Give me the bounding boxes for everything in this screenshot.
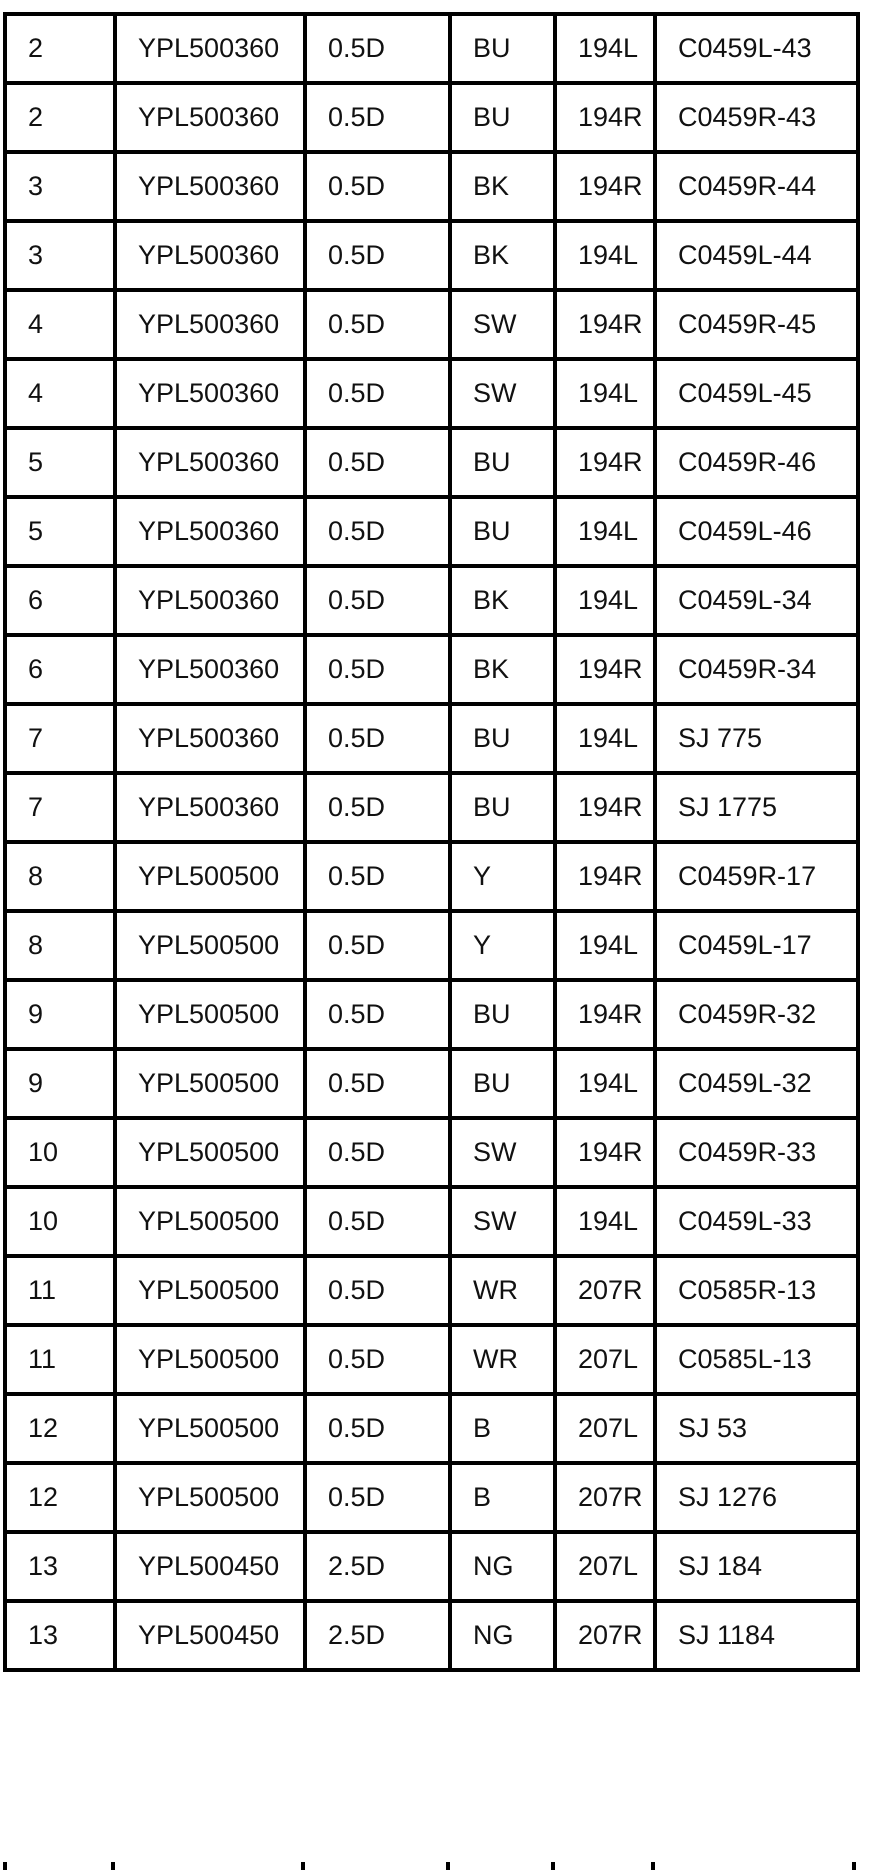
- cell-position: 194L: [555, 1049, 655, 1118]
- cell-size: 0.5D: [305, 497, 450, 566]
- cell-index: 13: [5, 1601, 115, 1670]
- cell-reference: C0459R-34: [655, 635, 858, 704]
- cell-color: BU: [450, 704, 555, 773]
- table-border-line: [111, 1862, 115, 1870]
- cell-color: NG: [450, 1532, 555, 1601]
- cell-part-number: YPL500360: [115, 152, 305, 221]
- table-row: [5, 1118, 858, 1187]
- cell-position: 194R: [555, 83, 655, 152]
- cell-part-number: YPL500360: [115, 566, 305, 635]
- table-row: [5, 221, 858, 290]
- cell-color: B: [450, 1394, 555, 1463]
- cell-index: 12: [5, 1394, 115, 1463]
- cell-size: 0.5D: [305, 290, 450, 359]
- cell-part-number: YPL500360: [115, 773, 305, 842]
- cell-position: 207R: [555, 1256, 655, 1325]
- cell-size: 0.5D: [305, 1256, 450, 1325]
- cell-color: WR: [450, 1256, 555, 1325]
- cell-index: 5: [5, 497, 115, 566]
- cell-reference: C0459L-34: [655, 566, 858, 635]
- cell-index: 4: [5, 359, 115, 428]
- table-row: [5, 842, 858, 911]
- cell-size: 0.5D: [305, 980, 450, 1049]
- cell-size: 0.5D: [305, 1187, 450, 1256]
- wire-table-container: [3, 12, 856, 1672]
- cell-part-number: YPL500500: [115, 911, 305, 980]
- cell-part-number: YPL500500: [115, 1394, 305, 1463]
- cell-color: BU: [450, 1049, 555, 1118]
- cell-reference: C0459L-44: [655, 221, 858, 290]
- cell-color: NG: [450, 1601, 555, 1670]
- cell-index: 12: [5, 1463, 115, 1532]
- cell-index: 5: [5, 428, 115, 497]
- cell-part-number: YPL500360: [115, 497, 305, 566]
- cell-color: BU: [450, 980, 555, 1049]
- cell-position: 194L: [555, 1187, 655, 1256]
- cell-size: 2.5D: [305, 1601, 450, 1670]
- cell-index: 9: [5, 1049, 115, 1118]
- cell-color: BK: [450, 635, 555, 704]
- cell-reference: SJ 1184: [655, 1601, 858, 1670]
- cell-reference: C0585L-13: [655, 1325, 858, 1394]
- table-border-line: [3, 1862, 7, 1870]
- cell-position: 207R: [555, 1601, 655, 1670]
- cell-position: 194R: [555, 152, 655, 221]
- cell-position: 194R: [555, 1118, 655, 1187]
- cell-position: 194L: [555, 911, 655, 980]
- cell-position: 194R: [555, 290, 655, 359]
- table-row: [5, 1601, 858, 1670]
- cell-part-number: YPL500500: [115, 1187, 305, 1256]
- cell-index: 7: [5, 704, 115, 773]
- cell-color: SW: [450, 1187, 555, 1256]
- cell-position: 194L: [555, 221, 655, 290]
- cell-reference: C0459R-44: [655, 152, 858, 221]
- cell-index: 2: [5, 14, 115, 83]
- cell-size: 0.5D: [305, 842, 450, 911]
- cell-index: 2: [5, 83, 115, 152]
- cell-part-number: YPL500500: [115, 1256, 305, 1325]
- cell-color: BU: [450, 773, 555, 842]
- cell-size: 0.5D: [305, 152, 450, 221]
- table-body: [5, 14, 858, 1670]
- cell-color: SW: [450, 359, 555, 428]
- cell-size: 0.5D: [305, 1394, 450, 1463]
- table-row: [5, 911, 858, 980]
- cell-size: 0.5D: [305, 359, 450, 428]
- cell-position: 207L: [555, 1532, 655, 1601]
- cell-reference: C0459R-33: [655, 1118, 858, 1187]
- cell-position: 194R: [555, 428, 655, 497]
- cell-size: 0.5D: [305, 566, 450, 635]
- cell-index: 11: [5, 1325, 115, 1394]
- cell-part-number: YPL500500: [115, 980, 305, 1049]
- table-row: [5, 980, 858, 1049]
- cell-index: 4: [5, 290, 115, 359]
- cell-position: 194L: [555, 359, 655, 428]
- cell-index: 6: [5, 566, 115, 635]
- table-row: [5, 14, 858, 83]
- cell-color: SW: [450, 1118, 555, 1187]
- cell-part-number: YPL500360: [115, 635, 305, 704]
- cell-reference: SJ 775: [655, 704, 858, 773]
- cell-part-number: YPL500360: [115, 290, 305, 359]
- cell-part-number: YPL500360: [115, 221, 305, 290]
- cell-position: 207L: [555, 1325, 655, 1394]
- cell-reference: C0459L-43: [655, 14, 858, 83]
- cell-size: 0.5D: [305, 1463, 450, 1532]
- table-row: [5, 428, 858, 497]
- cell-color: BU: [450, 428, 555, 497]
- cell-reference: C0459L-32: [655, 1049, 858, 1118]
- wire-table: [3, 12, 860, 1672]
- table-row: [5, 1325, 858, 1394]
- table-row: [5, 152, 858, 221]
- cell-color: WR: [450, 1325, 555, 1394]
- cell-part-number: YPL500500: [115, 1463, 305, 1532]
- cell-size: 0.5D: [305, 221, 450, 290]
- cell-index: 9: [5, 980, 115, 1049]
- cell-reference: C0459R-17: [655, 842, 858, 911]
- cell-color: SW: [450, 290, 555, 359]
- cell-color: Y: [450, 842, 555, 911]
- cell-index: 6: [5, 635, 115, 704]
- cell-part-number: YPL500500: [115, 1325, 305, 1394]
- cell-index: 10: [5, 1187, 115, 1256]
- cell-color: Y: [450, 911, 555, 980]
- cell-index: 8: [5, 911, 115, 980]
- cell-reference: C0459R-45: [655, 290, 858, 359]
- cell-part-number: YPL500450: [115, 1601, 305, 1670]
- table-row: [5, 773, 858, 842]
- cell-part-number: YPL500360: [115, 14, 305, 83]
- table-row: [5, 1463, 858, 1532]
- cell-color: BU: [450, 14, 555, 83]
- cell-part-number: YPL500500: [115, 1118, 305, 1187]
- cell-reference: C0459L-45: [655, 359, 858, 428]
- cell-size: 0.5D: [305, 14, 450, 83]
- cell-position: 207L: [555, 1394, 655, 1463]
- cell-size: 0.5D: [305, 428, 450, 497]
- cell-position: 194R: [555, 842, 655, 911]
- cell-reference: SJ 53: [655, 1394, 858, 1463]
- cell-part-number: YPL500500: [115, 1049, 305, 1118]
- cell-color: B: [450, 1463, 555, 1532]
- table-row: [5, 1532, 858, 1601]
- cell-part-number: YPL500500: [115, 842, 305, 911]
- cell-position: 194R: [555, 635, 655, 704]
- table-border-line: [446, 1862, 450, 1870]
- cell-reference: C0459L-46: [655, 497, 858, 566]
- cell-reference: SJ 1276: [655, 1463, 858, 1532]
- cell-position: 194R: [555, 980, 655, 1049]
- table-row: [5, 497, 858, 566]
- cell-reference: C0459L-17: [655, 911, 858, 980]
- cell-part-number: YPL500360: [115, 359, 305, 428]
- cell-part-number: YPL500450: [115, 1532, 305, 1601]
- cell-index: 3: [5, 152, 115, 221]
- table-border-line: [651, 1862, 655, 1870]
- table-row: [5, 1049, 858, 1118]
- cell-index: 8: [5, 842, 115, 911]
- cell-size: 0.5D: [305, 83, 450, 152]
- cell-index: 13: [5, 1532, 115, 1601]
- cell-position: 194L: [555, 704, 655, 773]
- table-row: [5, 1187, 858, 1256]
- cell-size: 0.5D: [305, 635, 450, 704]
- cell-reference: SJ 184: [655, 1532, 858, 1601]
- cell-index: 11: [5, 1256, 115, 1325]
- table-row: [5, 1256, 858, 1325]
- table-continuation: [3, 1862, 856, 1870]
- cell-color: BU: [450, 83, 555, 152]
- table-row: [5, 83, 858, 152]
- table-row: [5, 359, 858, 428]
- cell-reference: C0585R-13: [655, 1256, 858, 1325]
- cell-position: 194L: [555, 14, 655, 83]
- cell-reference: C0459L-33: [655, 1187, 858, 1256]
- cell-color: BU: [450, 497, 555, 566]
- table-row: [5, 1394, 858, 1463]
- cell-reference: C0459R-46: [655, 428, 858, 497]
- cell-size: 0.5D: [305, 704, 450, 773]
- cell-size: 0.5D: [305, 1118, 450, 1187]
- table-border-line: [852, 1862, 856, 1870]
- cell-reference: C0459R-43: [655, 83, 858, 152]
- cell-color: BK: [450, 221, 555, 290]
- cell-color: BK: [450, 566, 555, 635]
- cell-size: 0.5D: [305, 1325, 450, 1394]
- cell-size: 0.5D: [305, 1049, 450, 1118]
- table-row: [5, 635, 858, 704]
- cell-part-number: YPL500360: [115, 83, 305, 152]
- cell-position: 207R: [555, 1463, 655, 1532]
- cell-size: 0.5D: [305, 773, 450, 842]
- cell-index: 10: [5, 1118, 115, 1187]
- cell-position: 194R: [555, 773, 655, 842]
- cell-part-number: YPL500360: [115, 704, 305, 773]
- cell-position: 194L: [555, 497, 655, 566]
- table-border-line: [301, 1862, 305, 1870]
- cell-part-number: YPL500360: [115, 428, 305, 497]
- cell-size: 2.5D: [305, 1532, 450, 1601]
- table-border-line: [551, 1862, 555, 1870]
- cell-reference: SJ 1775: [655, 773, 858, 842]
- cell-index: 7: [5, 773, 115, 842]
- cell-reference: C0459R-32: [655, 980, 858, 1049]
- table-row: [5, 704, 858, 773]
- table-row: [5, 290, 858, 359]
- cell-size: 0.5D: [305, 911, 450, 980]
- cell-index: 3: [5, 221, 115, 290]
- cell-color: BK: [450, 152, 555, 221]
- table-row: [5, 566, 858, 635]
- cell-position: 194L: [555, 566, 655, 635]
